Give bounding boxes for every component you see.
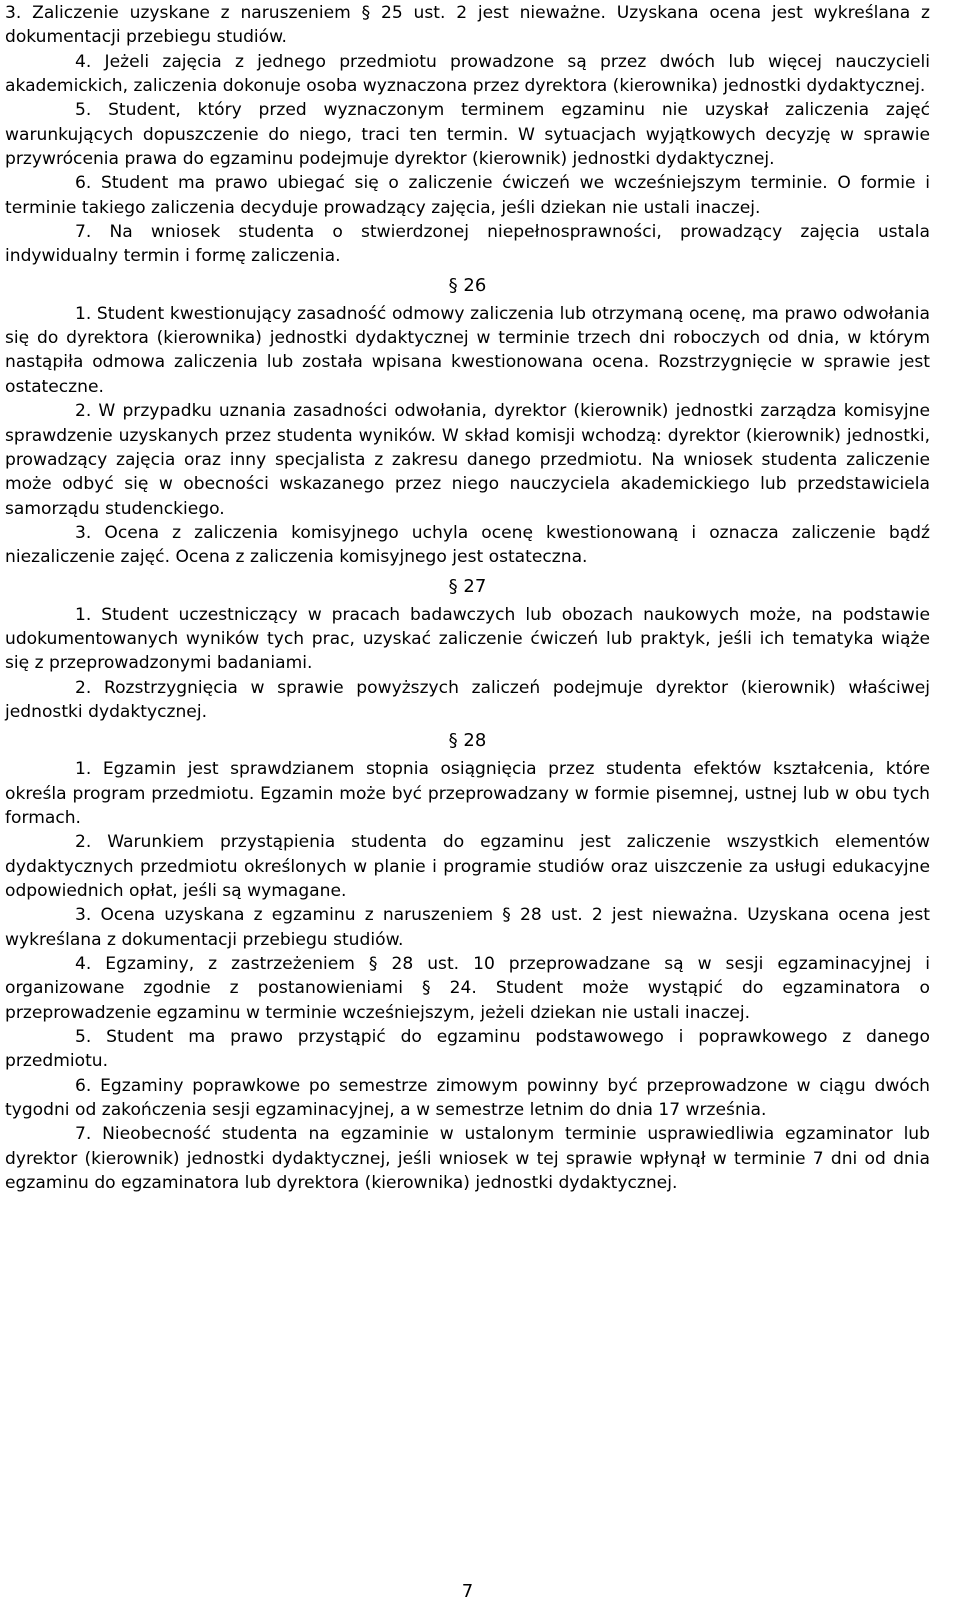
paragraph-25-3: 3. Zaliczenie uzyskane z naruszeniem § 25 ust. 2 jest nieważne. Uzyskana ocena jest wykreślana z dokumentacji przebiegu studiów.: [5, 3, 930, 48]
paragraph-25-4: 4. Jeżeli zajęcia z jednego przedmiotu prowadzone są przez dwóch lub więcej nauczycieli akademickich, zaliczenia dokonuje osoba wyznaczona przez dyrektora (kierownika) jednostki dydaktycznej.: [5, 51, 930, 97]
paragraph-27-1: 1. Student uczestniczący w pracach badawczych lub obozach naukowych może, na podstawie udokumentowanych wyników tych prac, uzyskać zaliczenie ćwiczeń lub praktyk, jeśli ich tematyka wiąże się z przeprowadzonymi badaniami.: [5, 604, 930, 674]
paragraph-27-2: 2. Rozstrzygnięcia w sprawie powyższych zaliczeń podejmuje dyrektor (kierownik) właściwej jednostki dydaktycznej.: [5, 677, 930, 722]
paragraph-25-5: 5. Student, który przed wyznaczonym terminem egzaminu nie uzyskał zaliczenia zajęć warunkujących dopuszczenie do niego, traci ten termin. W sytuacjach wyjątkowych decyzję w sprawie przywrócenia prawa do egzaminu podejmuje dyrektor (kierownik) jednostki dydaktycznej.: [5, 100, 930, 170]
paragraph-28-2: 2. Warunkiem przystąpienia studenta do egzaminu jest zaliczenie wszystkich elementów dydaktycznych przedmiotu określonych w planie i programie studiów oraz uiszczenie za usługi edukacyjne odpowiednich opłat, jeśli są wymagane.: [5, 832, 930, 901]
page-number: 7: [461, 1581, 474, 1602]
paragraph-28-5: 5. Student ma prawo przystąpić do egzaminu podstawowego i poprawkowego z danego przedmiotu.: [5, 1027, 930, 1072]
paragraph-25-7: 7. Na wniosek studenta o stwierdzonej niepełnosprawności, prowadzący zajęcia ustala indywidualny termin i formę zaliczenia.: [5, 222, 930, 267]
section-heading-27: § 27: [448, 575, 487, 597]
section-heading-28: § 28: [448, 730, 487, 752]
paragraph-28-1: 1. Egzamin jest sprawdzianem stopnia osiągnięcia przez studenta efektów kształcenia, które określa program przedmiotu. Egzamin może być przeprowadzany w formie pisemnej, ustnej lub w obu tych formach.: [5, 759, 930, 828]
paragraph-28-3: 3. Ocena uzyskana z egzaminu z naruszeniem § 28 ust. 2 jest nieważna. Uzyskana ocena jest wykreślana z dokumentacji przebiegu studiów.: [5, 905, 930, 950]
paragraph-26-3: 3. Ocena z zaliczenia komisyjnego uchyla ocenę kwestionowaną i oznacza zaliczenie bądź niezaliczenie zajęć. Ocena z zaliczenia komisyjnego jest ostateczna.: [5, 522, 930, 568]
paragraph-28-7: 7. Nieobecność studenta na egzaminie w ustalonym terminie usprawiedliwia egzaminator lub dyrektor (kierownik) jednostki dydaktycznej, jeśli wniosek w tej sprawie wpłynął w terminie 7 dni od dnia egzaminu do egzaminatora lub dyrektora (kierownika) jednostki dydaktycznej.: [5, 1124, 930, 1194]
paragraph-28-6: 6. Egzaminy poprawkowe po semestrze zimowym powinny być przeprowadzone w ciągu dwóch tygodni od zakończenia sesji egzaminacyjnej, a w semestrze letnim do dnia 17 września.: [5, 1075, 930, 1121]
paragraph-26-1: 1. Student kwestionujący zasadność odmowy zaliczenia lub otrzymaną ocenę, ma prawo odwołania się do dyrektora (kierownika) jednostki dydaktycznej w terminie trzech dni roboczych od dnia, w którym nastąpiła odmowa zaliczenia lub została wpisana kwestionowana ocena. Rozstrzygnięcie w sprawie jest ostateczne.: [5, 303, 930, 397]
paragraph-28-4: 4. Egzaminy, z zastrzeżeniem § 28 ust. 10 przeprowadzane są w sesji egzaminacyjnej i organizowane zgodnie z postanowieniami § 24. Student może wystąpić do egzaminatora o przeprowadzenie egzaminu w terminie wcześniejszym, jeżeli dziekan nie ustali inaczej.: [5, 954, 930, 1023]
paragraph-26-2: 2. W przypadku uznania zasadności odwołania, dyrektor (kierownik) jednostki zarządza komisyjne sprawdzenie uzyskanych przez studenta wyników. W skład komisji wchodzą: dyrektor (kierownik) jednostki, prowadzący zajęcia oraz inny specjalista z zakresu danego przedmiotu. Na wniosek studenta zaliczenie może odbyć się w obecności wskazanego przez niego nauczyciela akademickiego lub przedstawiciela samorządu studenckiego.: [5, 401, 930, 519]
section-heading-26: § 26: [448, 274, 487, 296]
document-page: [5, 1, 930, 1195]
paragraph-25-6: 6. Student ma prawo ubiegać się o zaliczenie ćwiczeń we wcześniejszym terminie. O formie i terminie takiego zaliczenia decyduje prowadzący zajęcia, jeśli dziekan nie ustali inaczej.: [5, 173, 930, 218]
